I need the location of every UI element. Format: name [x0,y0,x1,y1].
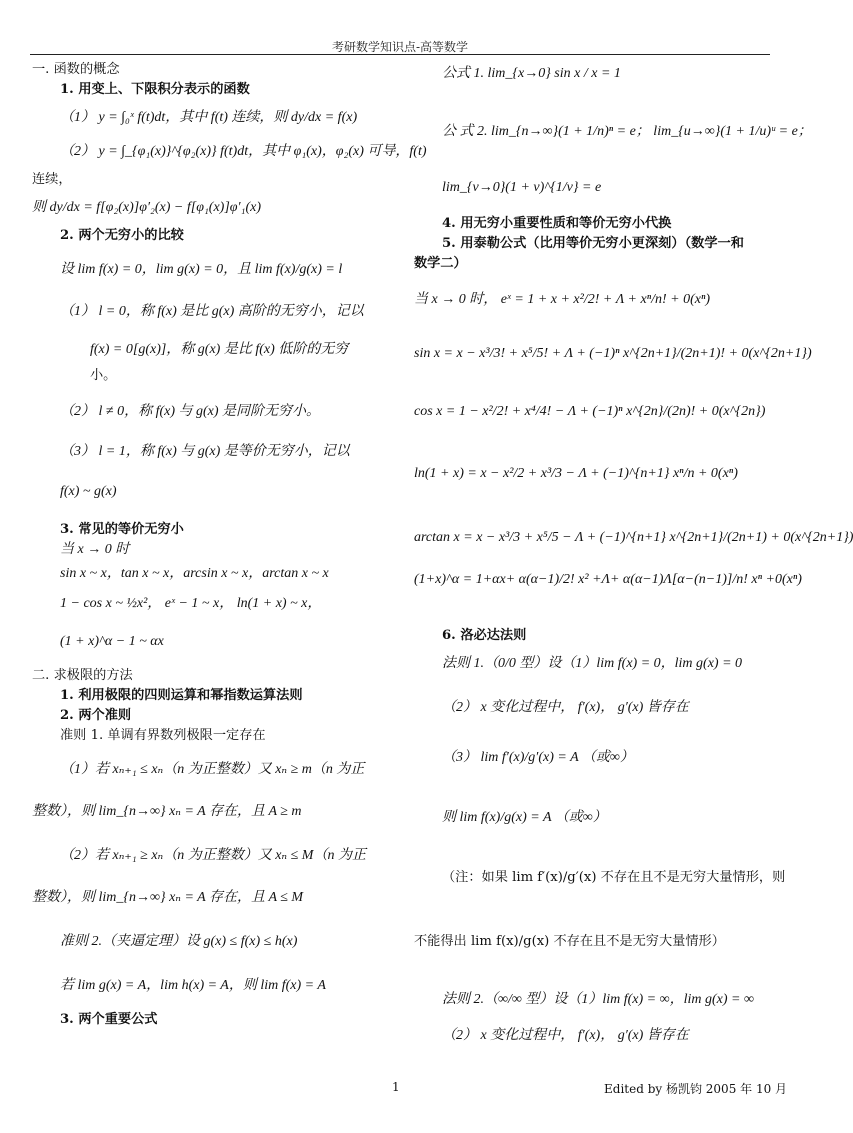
page-header: 考研数学知识点-高等数学 [331,40,469,54]
right-line: 当 x → 0 时， eˣ = 1 + x + x²/2! + Λ + xⁿ/n! + 0(xⁿ) [414,292,711,307]
right-column [414,60,853,1046]
left-line: 若 lim g(x) = A，lim h(x) = A，则 lim f(x) = A [60,978,326,993]
right-line: （注：如果 lim f′(x)/g′(x) 不存在且不是无穷大量情形，则 [442,870,786,885]
left-line: f(x) ~ g(x) [60,484,117,499]
left-line: 整数），则 lim_{n→∞} xₙ = A 存在，且 A ≥ m [32,804,302,819]
right-line: arctan x = x − x³/3 + x⁵/5 − Λ + (−1)^{n+1} x^{2n+1}/(2n+1) + 0(x^{2n+1}) [414,530,853,545]
right-line: 法则 1.（0/0 型）设（1）lim f(x) = 0，lim g(x) = 0 [442,656,743,671]
left-line: 1 − cos x ~ ½x²， eˣ − 1 ~ x， ln(1 + x) ~ x， [60,596,322,611]
footer-editor: Edited by 杨凯钧 2005 年 10 月 [604,1082,788,1096]
left-line: 当 x → 0 时 [60,542,130,557]
right-line: 不能得出 lim f(x)/g(x) 不存在且不是无穷大量情形） [414,934,725,949]
right-line: (1+x)^α = 1+αx+ α(α−1)/2! x² +Λ+ α(α−1)Λ[α−(n−1)]/n! xⁿ +0(xⁿ) [414,572,802,587]
left-line: 准则 1. 单调有界数列极限一定存在 [60,728,266,743]
left-line: （2）若 xₙ₊₁ ≥ xₙ（n 为正整数）又 xₙ ≤ M（n 为正 [60,848,366,863]
left-line: （1）若 xₙ₊₁ ≤ xₙ（n 为正整数）又 xₙ ≥ m（n 为正 [60,762,365,777]
right-line: （3） lim f′(x)/g′(x) = A （或∞） [442,750,634,765]
left-line: 连续， [32,172,72,187]
left-line: (1 + x)^α − 1 ~ αx [60,634,164,649]
left-line: 设 lim f(x) = 0，lim g(x) = 0，且 lim f(x)/g(x) = l [60,262,343,277]
left-line: 1. 用变上、下限积分表示的函数 [60,82,250,97]
right-line: lim_{v→0}(1 + v)^{1/v} = e [442,180,602,195]
right-line: （2） x 变化过程中， f′(x)， g′(x) 皆存在 [442,1028,689,1043]
right-line: 4. 用无穷小重要性质和等价无穷小代换 [442,216,672,231]
right-line: ln(1 + x) = x − x²/2 + x³/3 − Λ + (−1)^{n+1} xⁿ/n + 0(xⁿ) [414,466,738,481]
left-line: 则 dy/dx = f[φ₂(x)]φ′₂(x) − f[φ₁(x)]φ′₁(x) [32,200,262,215]
right-line: 法则 2.（∞/∞ 型）设（1）lim f(x) = ∞，lim g(x) = ∞ [442,992,754,1007]
right-line: （2） x 变化过程中， f′(x)， g′(x) 皆存在 [442,700,689,715]
right-line: 则 lim f(x)/g(x) = A （或∞） [442,810,607,825]
left-line: 2. 两个准则 [60,708,132,723]
right-line: sin x = x − x³/3! + x⁵/5! + Λ + (−1)ⁿ x^{2n+1}/(2n+1)! + 0(x^{2n+1}) [414,346,812,361]
left-line: 二. 求极限的方法 [32,668,133,683]
left-line: 整数），则 lim_{n→∞} xₙ = A 存在，且 A ≤ M [32,890,304,905]
left-line: 小。 [90,368,117,383]
left-line: （2） y = ∫_{φ₁(x)}^{φ₂(x)} f(t)dt，其中 φ₁(x)，φ₂(x) 可导，f(t) [60,144,427,159]
right-line: 6. 洛必达法则 [442,628,527,643]
header-rule [30,54,770,55]
left-line: 3. 常见的等价无穷小 [60,522,184,537]
left-line: 1. 利用极限的四则运算和幂指数运算法则 [60,688,303,703]
left-line: （1） l = 0，称 f(x) 是比 g(x) 高阶的无穷小，记以 [60,304,364,319]
left-line: （3） l = 1，称 f(x) 与 g(x) 是等价无穷小，记以 [60,444,350,459]
left-line: 2. 两个无穷小的比较 [60,228,184,243]
left-line: 3. 两个重要公式 [60,1012,158,1027]
left-line: f(x) = 0[g(x)]，称 g(x) 是比 f(x) 低阶的无穷 [90,342,349,357]
left-line: 准则 2.（夹逼定理）设 g(x) ≤ f(x) ≤ h(x) [60,934,298,949]
right-line: 公 式 2. lim_{n→∞}(1 + 1/n)ⁿ = e； lim_{u→∞}(1 + 1/u)ᵘ = e； [442,124,812,139]
right-line: 公式 1. lim_{x→0} sin x / x = 1 [442,66,621,81]
left-line: sin x ~ x，tan x ~ x，arcsin x ~ x，arctan x ~ x [60,566,329,581]
right-line: 数学二） [414,256,467,271]
right-line: 5. 用泰勒公式（比用等价无穷小更深刻）（数学一和 [442,236,744,251]
left-line: （2） l ≠ 0，称 f(x) 与 g(x) 是同阶无穷小。 [60,404,321,419]
right-line: cos x = 1 − x²/2! + x⁴/4! − Λ + (−1)ⁿ x^{2n}/(2n)! + 0(x^{2n}) [414,404,766,419]
left-column [32,60,427,1030]
left-line: 一. 函数的概念 [32,62,120,77]
page-number: 1 [392,1080,400,1094]
left-line: （1） y = ∫₀ˣ f(t)dt，其中 f(t) 连续，则 dy/dx = f(x) [60,110,358,125]
